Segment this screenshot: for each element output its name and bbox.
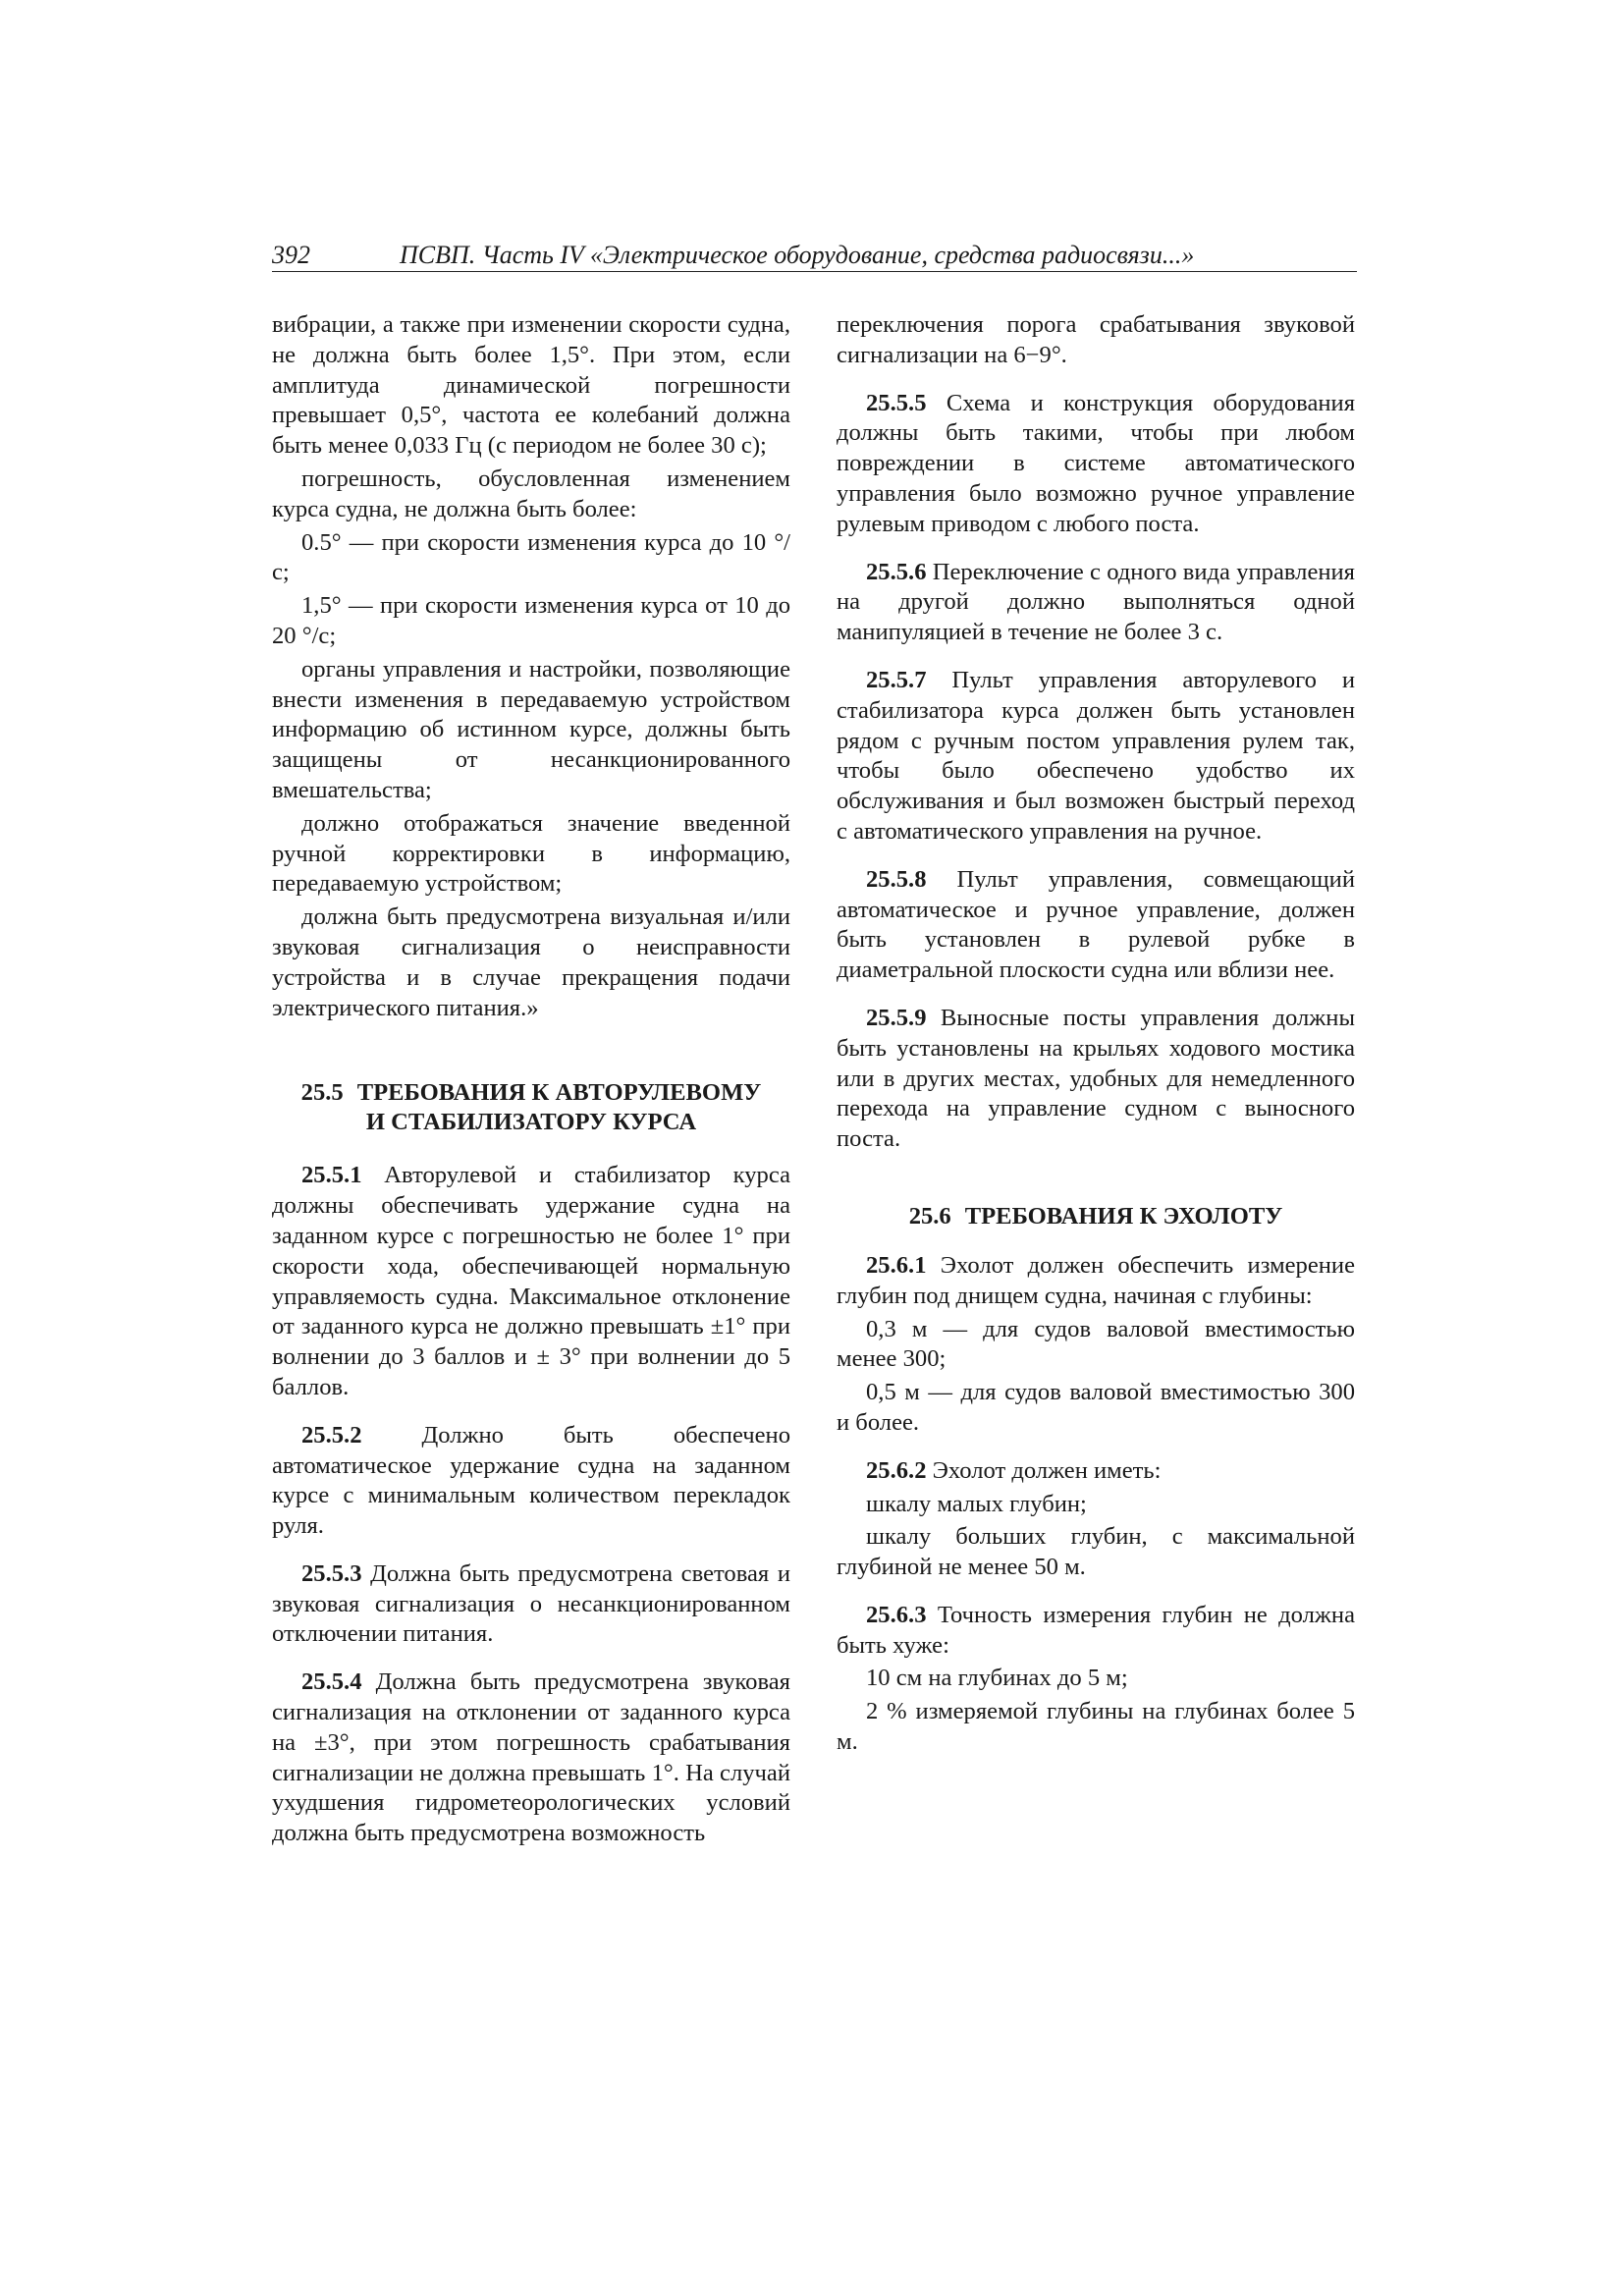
clause-text: Пульт управления, совмещающий автоматическое и ручное управление, должен быть установлен в рулевой рубке в диаметральной плоскости судна или вблизи нее. (837, 865, 1355, 984)
section-title-line2: И СТАБИЛИЗАТОРУ КУРСА (365, 1109, 697, 1136)
clause-number: 25.5.1 (301, 1162, 362, 1189)
clause-25-5-8 (837, 865, 1355, 986)
clause-25-5-6 (837, 558, 1355, 648)
clause-text: Точность измерения глубин не должна быть хуже: (837, 1601, 1355, 1659)
clause-text: Схема и конструкция оборудования должны быть такими, чтобы при любом повреждении в системе автоматического управления было возможно ручное управление рулевым приводом с любого поста. (837, 389, 1356, 537)
paragraph: органы управления и настройки, позволяющие внести изменения в передаваемую устройством информацию об истинном курсе, должны быть защищены от несанкционированного вмешательства; (272, 655, 790, 803)
clause-number: 25.6.3 (866, 1601, 927, 1628)
clause-number: 25.5.6 (866, 558, 927, 585)
left-column (272, 310, 790, 1852)
clause-25-5-7 (837, 666, 1355, 847)
paragraph: 10 см на глубинах до 5 м; (866, 1665, 1128, 1692)
clause-number: 25.6.2 (866, 1456, 927, 1484)
clause-number: 25.5.2 (301, 1421, 362, 1449)
clause-number: 25.5.3 (301, 1559, 362, 1587)
clause-number: 25.5.4 (301, 1668, 362, 1696)
clause-25-5-9 (837, 1004, 1355, 1155)
paragraph: 2 % измеряемой глубины на глубинах более 5 м. (837, 1698, 1355, 1756)
paragraph: шкалу малых глубин; (866, 1490, 1087, 1517)
paragraph: 0,5 м — для судов валовой вместимостью 300 и более. (837, 1379, 1355, 1436)
clause-text: Эхолот должен обеспечить измерение глубин под днищем судна, начиная с глубины: (837, 1251, 1355, 1309)
clause-25-6-3 (837, 1601, 1355, 1662)
clause-25-5-5 (837, 389, 1355, 540)
clause-text: Должна быть предусмотрена звуковая сигнализация на отклонении от заданного курса на ±3°, при этом погрешность срабатывания сигнализации не должна превышать 1°. На случай ухудшения гидрометеорологических условий должна быть предусмотрена возможность (272, 1668, 790, 1847)
clause-25-5-4 (272, 1667, 790, 1849)
paragraph: 1,5° — при скорости изменения курса от 10 до 20 °/с; (272, 592, 790, 649)
clause-text: Эхолот должен иметь: (932, 1456, 1162, 1484)
clause-25-5-2 (272, 1421, 790, 1542)
clause-25-5-1 (272, 1161, 790, 1402)
clause-number: 25.5.5 (866, 389, 927, 416)
section-heading-25-6 (837, 1202, 1355, 1231)
clause-text: Авторулевой и стабилизатор курса должны обеспечивать удержание судна на заданном курсе с погрешностью не более 1° при скорости хода, обеспечивающей нормальную управляемость судна. Максимальное отклонение от заданного курса не должно превышать ±1° при волнении до 3 баллов и ± 3° при волнении до 5 баллов. (272, 1162, 790, 1400)
paragraph: должно отображаться значение введенной ручной корректировки в информацию, передаваемую устройством; (272, 809, 790, 898)
section-number: 25.6 (908, 1202, 951, 1230)
clause-25-6-1 (837, 1251, 1355, 1312)
paragraph: переключения порога срабатывания звуковой сигнализации на 6−9°. (837, 311, 1355, 368)
section-title-line1: ТРЕБОВАНИЯ К АВТОРУЛЕВОМУ (356, 1079, 762, 1107)
paragraph: 0,3 м — для судов валовой вместимостью менее 300; (837, 1315, 1355, 1373)
clause-text: Должно быть обеспечено автоматическое удержание судна на заданном курсе с минимальным количеством перекладок руля. (272, 1421, 790, 1540)
clause-number: 25.5.8 (866, 865, 927, 893)
clause-25-6-2 (837, 1456, 1355, 1487)
clause-text: Должна быть предусмотрена световая и звуковая сигнализация о несанкционированном отключении питания. (272, 1559, 790, 1648)
clause-number: 25.5.9 (866, 1004, 927, 1031)
page-number: 392 (272, 241, 310, 269)
clause-text: Выносные посты управления должны быть установлены на крыльях ходового мостика или в других местах, удобных для немедленного перехода на управление судном с выносного поста. (837, 1004, 1355, 1153)
running-title: ПСВП. Часть IV «Электрическое оборудование, средства радиосвязи...» (400, 241, 1195, 269)
paragraph: должна быть предусмотрена визуальная и/или звуковая сигнализация о неисправности устройства и в случае прекращения подачи электрического питания.» (272, 903, 790, 1021)
right-column (837, 310, 1355, 1761)
clause-number: 25.6.1 (866, 1251, 927, 1279)
section-title: ТРЕБОВАНИЯ К ЭХОЛОТУ (964, 1202, 1283, 1230)
page-header (272, 240, 1357, 272)
clause-text: Переключение с одного вида управления на другой должно выполняться одной манипуляцией в течение не более 3 с. (837, 558, 1355, 646)
section-heading-25-5 (272, 1078, 790, 1137)
paragraph: вибрации, а также при изменении скорости судна, не должна быть более 1,5°. При этом, если амплитуда динамической погрешности превышает 0,5°, частота ее колебаний должна быть менее 0,033 Гц (с периодом не более 30 с); (272, 311, 790, 460)
paragraph: шкалу больших глубин, с максимальной глубиной не менее 50 м. (837, 1523, 1355, 1581)
clause-number: 25.5.7 (866, 666, 927, 693)
paragraph: погрешность, обусловленная изменением курса судна, не должна быть более: (272, 465, 790, 522)
section-number: 25.5 (300, 1079, 344, 1107)
clause-text: Пульт управления авторулевого и стабилизатора курса должен быть установлен рядом с ручным постом управления рулем так, чтобы было обеспечено удобство их обслуживания и был возможен быстрый переход с автоматического управления на ручное. (837, 666, 1355, 845)
paragraph: 0.5° — при скорости изменения курса до 10 °/с; (272, 528, 790, 586)
clause-25-5-3 (272, 1559, 790, 1650)
